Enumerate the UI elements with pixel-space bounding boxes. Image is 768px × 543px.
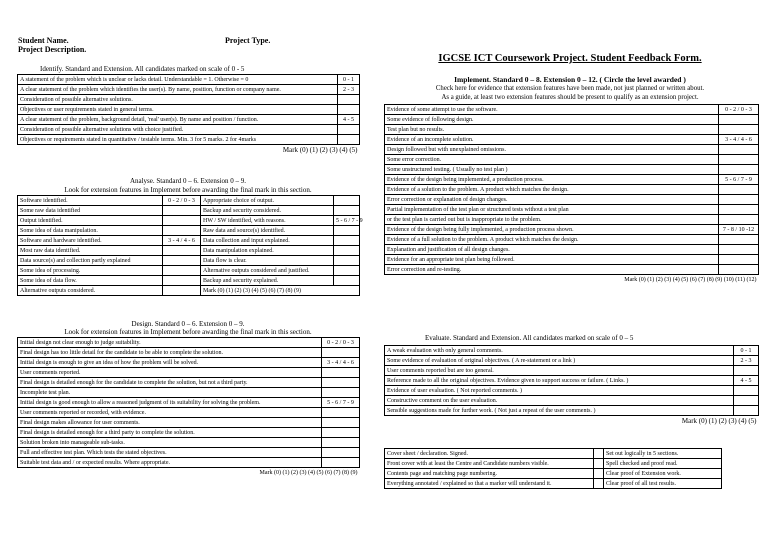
implement-row (385, 135, 759, 145)
criterion-text: Initial design not clear enough to judge suitability. (18, 338, 322, 348)
identify-table (17, 74, 360, 154)
criterion-text: Suitable test data and / or expected results. Where appropriate. (18, 458, 322, 468)
implement-mark-options: Mark (0) (1) (2) (3) (4) (5) (6) (7) (8) (9) (10) (11) (12) (385, 275, 759, 285)
score-band: 0 - 2 / 0 - 3 (719, 105, 759, 115)
score-band (734, 366, 759, 376)
criterion-text: User comments reported or recorded, with evidence. (18, 408, 322, 418)
identify-row (18, 105, 360, 115)
identify-heading: Identify. Standard and Extension. All candidates marked on scale of 0 - 5 (40, 65, 245, 73)
score-band (338, 105, 360, 115)
checklist-table (384, 448, 722, 489)
score-band (163, 206, 201, 216)
criterion-text: Sensible suggestions made for further work. ( Not just a repeat of the user comments. ) (385, 406, 734, 416)
score-band (163, 276, 201, 286)
project-description-label: Project Description. (18, 45, 87, 54)
implement-note-1: Check here for evidence that extension features have been made, not just planned or written about. (435, 85, 705, 92)
analyse-heading: Analyse. Standard 0 – 6. Extension 0 – 9. (129, 177, 247, 185)
criterion-text: Evidence of a solution to the problem. A product which matches the design. (385, 185, 719, 195)
score-band: 0 - 1 (338, 75, 360, 85)
criterion-text: Data flow is clear. (201, 256, 334, 266)
criterion-text: Alternative outputs considered. (18, 286, 163, 296)
design-row (18, 418, 360, 428)
implement-row (385, 265, 759, 275)
checklist-row (385, 469, 722, 479)
design-row (18, 398, 360, 408)
identify-row (18, 95, 360, 105)
implement-note-2: As a guide, at least two extension features should be present to qualify as an extension project. (441, 94, 699, 101)
criterion-text: Evidence of the design being implemented, a production process. (385, 175, 719, 185)
score-band: 4 - 5 (734, 376, 759, 386)
criterion-text: Full and effective test plan. Which tests the stated objectives. (18, 448, 322, 458)
criterion-text: Data manipulation explained. (201, 246, 334, 256)
implement-row (385, 235, 759, 245)
criterion-text: Alternative outputs considered and justified. (201, 266, 334, 276)
score-band (163, 216, 201, 226)
score-band (322, 408, 360, 418)
score-band (163, 256, 201, 266)
criterion-text: Some unstructured testing. ( Usually no test plan ) (385, 165, 719, 175)
score-band (334, 256, 360, 266)
identify-mark-options: Mark (0) (1) (2) (3) (4) (5) (18, 145, 360, 155)
score-band (719, 155, 759, 165)
evaluate-row (385, 406, 759, 416)
checklist-item: Clear proof of Extension work. (604, 469, 722, 479)
criterion-text: Some idea of data flow. (18, 276, 163, 286)
score-band (334, 276, 360, 286)
score-band (338, 125, 360, 135)
implement-row (385, 105, 759, 115)
score-band (334, 206, 360, 216)
analyse-row (18, 226, 360, 236)
score-band (719, 265, 759, 275)
analyse-row (18, 196, 360, 206)
score-band (322, 438, 360, 448)
implement-row (385, 165, 759, 175)
criterion-text: Final design makes allowance for user comments. (18, 418, 322, 428)
criterion-text: Some idea of processing. (18, 266, 163, 276)
score-band (719, 165, 759, 175)
analyse-mark-options: Mark (0) (1) (2) (3) (4) (5) (6) (7) (8) (9) (201, 286, 360, 296)
score-band (334, 196, 360, 206)
checklist-tick-box[interactable] (594, 449, 604, 459)
criterion-text: Most raw data identified. (18, 246, 163, 256)
implement-row (385, 175, 759, 185)
design-row (18, 378, 360, 388)
criterion-text: Output identified. (18, 216, 163, 226)
score-band (322, 378, 360, 388)
checklist-item: Clear proof of all test results. (604, 479, 722, 489)
checklist-item: Cover sheet / declaration. Signed. (385, 449, 594, 459)
score-band (719, 145, 759, 155)
criterion-text: Error correction and re-testing. (385, 265, 719, 275)
score-band: 0 - 2 / 0 - 3 (163, 196, 201, 206)
score-band (719, 235, 759, 245)
identify-row (18, 125, 360, 135)
analyse-row (18, 276, 360, 286)
score-band (322, 418, 360, 428)
design-row (18, 368, 360, 378)
score-band (334, 236, 360, 246)
identify-row (18, 85, 360, 95)
design-row (18, 458, 360, 468)
criterion-text: Some error correction. (385, 155, 719, 165)
score-band (163, 286, 201, 296)
score-band: 3 - 4 / 4 - 6 (163, 236, 201, 246)
checklist-item: Contents page and matching page numbering. (385, 469, 594, 479)
score-band: 3 - 4 / 4 - 6 (322, 358, 360, 368)
analyse-row (18, 216, 360, 226)
design-heading: Design. Standard 0 – 6. Extension 0 – 9. (131, 320, 245, 328)
design-row (18, 408, 360, 418)
checklist-row (385, 449, 722, 459)
score-band: 4 - 5 (338, 115, 360, 125)
criterion-text: Partial implementation of the test plan or structured tests without a test plan (385, 205, 719, 215)
score-band (322, 368, 360, 378)
identify-row (18, 135, 360, 145)
criterion-text: Consideration of possible alternative solutions with choice justified. (18, 125, 338, 135)
checklist-item: Spell checked and proof read. (604, 459, 722, 469)
project-type-label: Project Type. (225, 36, 271, 45)
analyse-table (17, 195, 363, 296)
checklist-item: Everything annotated / explained so that a marker will understand it. (385, 479, 594, 489)
criterion-text: Evidence of an incomplete solution. (385, 135, 719, 145)
criterion-text: Explanation and justification of all design changes. (385, 245, 719, 255)
score-band (322, 348, 360, 358)
score-band (719, 185, 759, 195)
score-band (719, 195, 759, 205)
design-row (18, 348, 360, 358)
design-table (17, 337, 360, 477)
analyse-row (18, 286, 360, 296)
criterion-text: Error correction or explanation of design changes. (385, 195, 719, 205)
design-mark-row (18, 468, 360, 478)
implement-row (385, 195, 759, 205)
implement-row (385, 115, 759, 125)
criterion-text: Backup and security considered. (201, 206, 334, 216)
implement-mark-row (385, 275, 759, 285)
evaluate-row (385, 396, 759, 406)
implement-row (385, 225, 759, 235)
criterion-text: A clear statement of the problem, background detail, 'real' user(s). By name and position / function. (18, 115, 338, 125)
implement-heading: Implement. Standard 0 – 8. Extension 0 – 12. ( Circle the level awarded ) (454, 75, 686, 84)
score-band (322, 428, 360, 438)
criterion-text: A weak evaluation with only general comments. (385, 346, 734, 356)
criterion-text: Evidence of some attempt to use the software. (385, 105, 719, 115)
evaluate-row (385, 366, 759, 376)
design-row (18, 428, 360, 438)
criterion-text: Evidence for an appropriate test plan being followed. (385, 255, 719, 265)
design-row (18, 338, 360, 348)
checklist-tick-box[interactable] (594, 469, 604, 479)
criterion-text: Final design is detailed enough for a third party to complete the solution. (18, 428, 322, 438)
form-title: IGCSE ICT Coursework Project. Student Feedback Form. (438, 53, 702, 64)
design-row (18, 388, 360, 398)
evaluate-row (385, 356, 759, 366)
criterion-text: Consideration of possible alternative solutions. (18, 95, 338, 105)
criterion-text: Raw data and source(s) identified. (201, 226, 334, 236)
criterion-text: A clear statement of the problem which identifies the user(s). By name, position, function or company name. (18, 85, 338, 95)
criterion-text: Some evidence of evaluation of original objectives. ( A re-statement or a link ) (385, 356, 734, 366)
checklist-item: Front cover with at least the Centre and Candidate numbers visible. (385, 459, 594, 469)
design-row (18, 358, 360, 368)
score-band: 0 - 2 / 0 - 3 (322, 338, 360, 348)
score-band (163, 246, 201, 256)
evaluate-mark-row (385, 416, 759, 426)
score-band (734, 386, 759, 396)
score-band (719, 215, 759, 225)
implement-row (385, 125, 759, 135)
analyse-row (18, 256, 360, 266)
checklist-row (385, 479, 722, 489)
criterion-text: Solution broken into manageable sub-tasks. (18, 438, 322, 448)
criterion-text: Final design has too little detail for the candidate to be able to complete the solution. (18, 348, 322, 358)
evaluate-table (384, 345, 759, 425)
implement-row (385, 185, 759, 195)
score-band (719, 115, 759, 125)
criterion-text: Data collection and input explained. (201, 236, 334, 246)
score-band (334, 226, 360, 236)
checklist-tick-box[interactable] (594, 459, 604, 469)
evaluate-heading: Evaluate. Standard and Extension. All candidates marked on scale of 0 – 5 (425, 334, 634, 342)
implement-row (385, 245, 759, 255)
criterion-text: Initial design is enough to give an idea of how the problem will be solved. (18, 358, 322, 368)
implement-row (385, 145, 759, 155)
criterion-text: Data source(s) and collection partly explained (18, 256, 163, 266)
criterion-text: Reference made to all the original objectives. Evidence given to support success or failure. ( Links. ) (385, 376, 734, 386)
design-mark-options: Mark (0) (1) (2) (3) (4) (5) (6) (7) (8) (9) (18, 468, 360, 478)
score-band: 5 - 6 / 7 - 9 (719, 175, 759, 185)
criterion-text: Initial design is good enough to allow a reasoned judgment of its suitability for solving the problem. (18, 398, 322, 408)
checklist-tick-box[interactable] (594, 479, 604, 489)
evaluate-row (385, 346, 759, 356)
criterion-text: Some raw data identified (18, 206, 163, 216)
identify-row (18, 115, 360, 125)
score-band (719, 245, 759, 255)
evaluate-row (385, 376, 759, 386)
criterion-text: Some idea of data manipulation. (18, 226, 163, 236)
score-band (338, 95, 360, 105)
score-band: 2 - 3 (734, 356, 759, 366)
identify-row (18, 75, 360, 85)
criterion-text: Test plan but no results. (385, 125, 719, 135)
criterion-text: User comments reported but are too general. (385, 366, 734, 376)
score-band (163, 266, 201, 276)
implement-row (385, 255, 759, 265)
implement-row (385, 155, 759, 165)
score-band: 2 - 3 (338, 85, 360, 95)
design-row (18, 448, 360, 458)
score-band: 5 - 6 / 7 - 9 (322, 398, 360, 408)
criterion-text: Evidence of the design being fully implemented, a production process shown. (385, 225, 719, 235)
criterion-text: Design followed but with unexplained omissions. (385, 145, 719, 155)
implement-table (384, 104, 759, 284)
score-band (334, 266, 360, 276)
score-band (719, 125, 759, 135)
implement-row (385, 215, 759, 225)
criterion-text: Backup and security explained. (201, 276, 334, 286)
analyse-subheading: Look for extension features in Implement before awarding the final mark in this section. (64, 186, 312, 194)
score-band (163, 226, 201, 236)
score-band: 7 - 8 / 10 -12 (719, 225, 759, 235)
score-band (334, 246, 360, 256)
criterion-text: Final design is detailed enough for the candidate to complete the solution, but not a third party. (18, 378, 322, 388)
checklist-row (385, 459, 722, 469)
criterion-text: Incomplete test plan. (18, 388, 322, 398)
criterion-text: Appropriate choice of output. (201, 196, 334, 206)
score-band (719, 205, 759, 215)
checklist-item: Set out logically in 5 sections. (604, 449, 722, 459)
criterion-text: Constructive comment on the user evaluation. (385, 396, 734, 406)
criterion-text: Objectives or user requirements stated in general terms. (18, 105, 338, 115)
student-name-label: Student Name. (18, 36, 69, 45)
criterion-text: or the test plan is carried out but is inappropriate to the problem. (385, 215, 719, 225)
criterion-text: Software identified. (18, 196, 163, 206)
score-band (322, 458, 360, 468)
analyse-row (18, 236, 360, 246)
criterion-text: Software and hardware identified. (18, 236, 163, 246)
score-band: 3 - 4 / 4 - 6 (719, 135, 759, 145)
criterion-text: Evidence of a full solution to the problem. A product which matches the design. (385, 235, 719, 245)
score-band (338, 135, 360, 145)
analyse-row (18, 266, 360, 276)
analyse-row (18, 206, 360, 216)
criterion-text: HW / SW identified, with reasons. (201, 216, 334, 226)
score-band (322, 388, 360, 398)
score-band: 0 - 1 (734, 346, 759, 356)
identify-mark-row (18, 145, 360, 155)
criterion-text: Objectives or requirements stated in quantitative / testable terms. Min. 3 for 5 marks. 2 for 4marks (18, 135, 338, 145)
score-band (734, 406, 759, 416)
criterion-text: A statement of the problem which is unclear or lacks detail. Understandable = 1. Otherwise = 0 (18, 75, 338, 85)
score-band: 5 - 6 / 7 - 9 (334, 216, 360, 226)
implement-row (385, 205, 759, 215)
score-band (734, 396, 759, 406)
evaluate-mark-options: Mark (0) (1) (2) (3) (4) (5) (385, 416, 759, 426)
design-subheading: Look for extension features in Implement before awarding the final mark in this section. (64, 328, 312, 336)
criterion-text: Some evidence of following design. (385, 115, 719, 125)
evaluate-row (385, 386, 759, 396)
score-band (719, 255, 759, 265)
analyse-row (18, 246, 360, 256)
score-band (322, 448, 360, 458)
criterion-text: User comments reported. (18, 368, 322, 378)
design-row (18, 438, 360, 448)
criterion-text: Evidence of user evaluation. ( Not reported comments. ) (385, 386, 734, 396)
